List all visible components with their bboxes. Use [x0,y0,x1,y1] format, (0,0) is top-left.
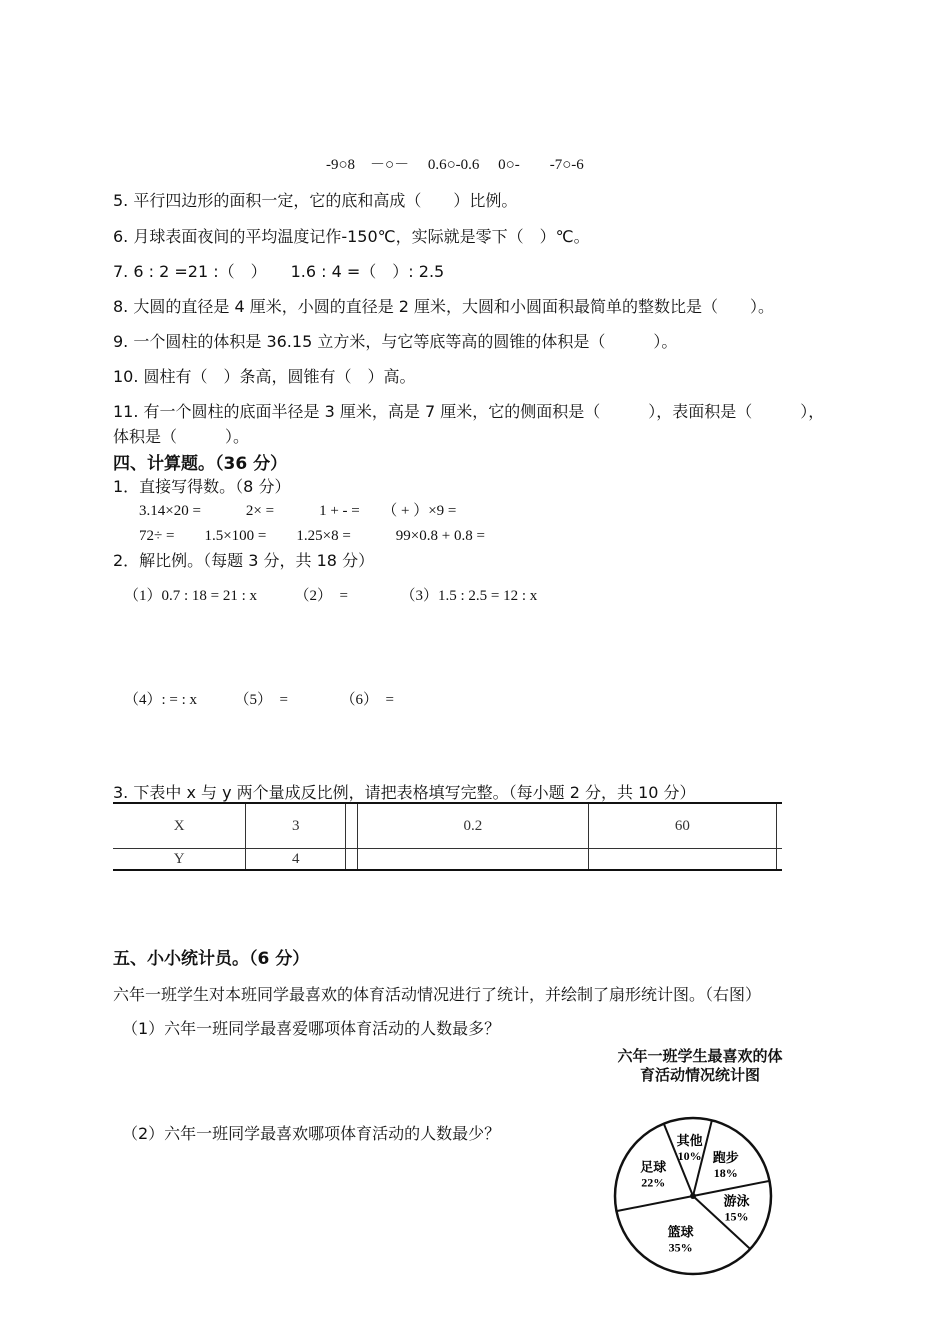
table-row-x [113,803,782,849]
table-cell: Y [113,849,246,871]
table-cell: 3 [246,803,346,849]
pie-chart-title-line1: 六年一班学生最喜欢的体 [617,1047,783,1065]
pie-center-dot [690,1193,696,1199]
pie-chart [600,1108,790,1288]
pie-slice-name: 其他 [676,1132,703,1148]
table-row-y [113,849,782,871]
pie-slice-label: 35% [668,1240,693,1255]
question-7: 7. 6 : 2 =21 :（ ） 1.6 : 4 =（ ）: 2.5 [113,262,445,281]
pie-slice-label: 15% [724,1209,749,1224]
calc-part2-title: 2．解比例。（每题 3 分，共 18 分） [113,551,375,570]
pie-chart-title-line2: 育活动情况统计图 [639,1066,760,1084]
pie-slice-name: 足球 [640,1159,667,1175]
stats-intro: 六年一班学生对本班同学最喜欢的体育活动情况进行了统计，并绘制了扇形统计图。（右图） [113,985,762,1004]
question-11-line2: 体积是（ ）。 [113,427,250,446]
calc-part3-title: 3. 下表中 x 与 y 两个量成反比例，请把表格填写完整。（每小题 2 分，共 10 分） [113,783,696,802]
proportion-row2: （4）: = : x （5） = （6） = [124,692,394,708]
question-9: 9. 一个圆柱的体积是 36.15 立方米，与它等底等高的圆锥的体积是（ ）。 [113,332,678,351]
pie-slice-label: 10% [677,1148,702,1163]
table-cell [346,849,358,871]
table-cell [589,849,776,871]
table-cell: 4 [246,849,346,871]
inverse-proportion-table [113,802,782,871]
section-5-title: 五、小小统计员。（6 分） [113,949,310,969]
calc-part1-row1: 3.14×20 = 2× = 1 + - = （ + ）×9 = [139,503,457,519]
stats-question-2: （2）六年一班同学最喜欢哪项体育活动的人数最少？ [122,1124,501,1143]
compare-line: -9○8 －○－ 0.6○-0.6 0○- -7○-6 [326,157,584,173]
pie-chart-title [590,1047,810,1085]
proportion-row1: （1）0.7 : 18 = 21 : x （2） = （3）1.5 : 2.5 = 12 : x [124,588,538,604]
pie-slice-label: 18% [713,1165,738,1180]
stats-question-1: （1）六年一班同学最喜爱哪项体育活动的人数最多？ [122,1019,501,1038]
section-4-title: 四、计算题。（36 分） [113,454,288,474]
table-cell [346,803,358,849]
pie-slice-label: 22% [641,1175,666,1190]
question-5: 5. 平行四边形的面积一定，它的底和高成（ ）比例。 [113,191,518,210]
table-cell: 0.2 [357,803,588,849]
pie-slice-name: 游泳 [723,1193,750,1209]
table-cell: X [113,803,246,849]
calc-part1-row2: 72÷ = 1.5×100 = 1.25×8 = 99×0.8 + 0.8 = [139,528,485,544]
question-11-line1: 11. 有一个圆柱的底面半径是 3 厘米，高是 7 厘米，它的侧面积是（ ），表面积是（ ）， [113,402,825,421]
question-8: 8. 大圆的直径是 4 厘米，小圆的直径是 2 厘米，大圆和小圆面积最简单的整数比是（ ）。 [113,297,775,316]
table-cell [776,803,782,849]
table-cell [776,849,782,871]
question-6: 6. 月球表面夜间的平均温度记作-150℃，实际就是零下（ ）℃。 [113,227,590,246]
table-cell: 60 [589,803,776,849]
question-10: 10. 圆柱有（ ）条高，圆锥有（ ）高。 [113,367,416,386]
calc-part1-title: 1．直接写得数。（8 分） [113,477,291,496]
pie-slice-name: 跑步 [712,1149,739,1165]
table-cell [357,849,588,871]
pie-slice-name: 篮球 [667,1224,694,1240]
